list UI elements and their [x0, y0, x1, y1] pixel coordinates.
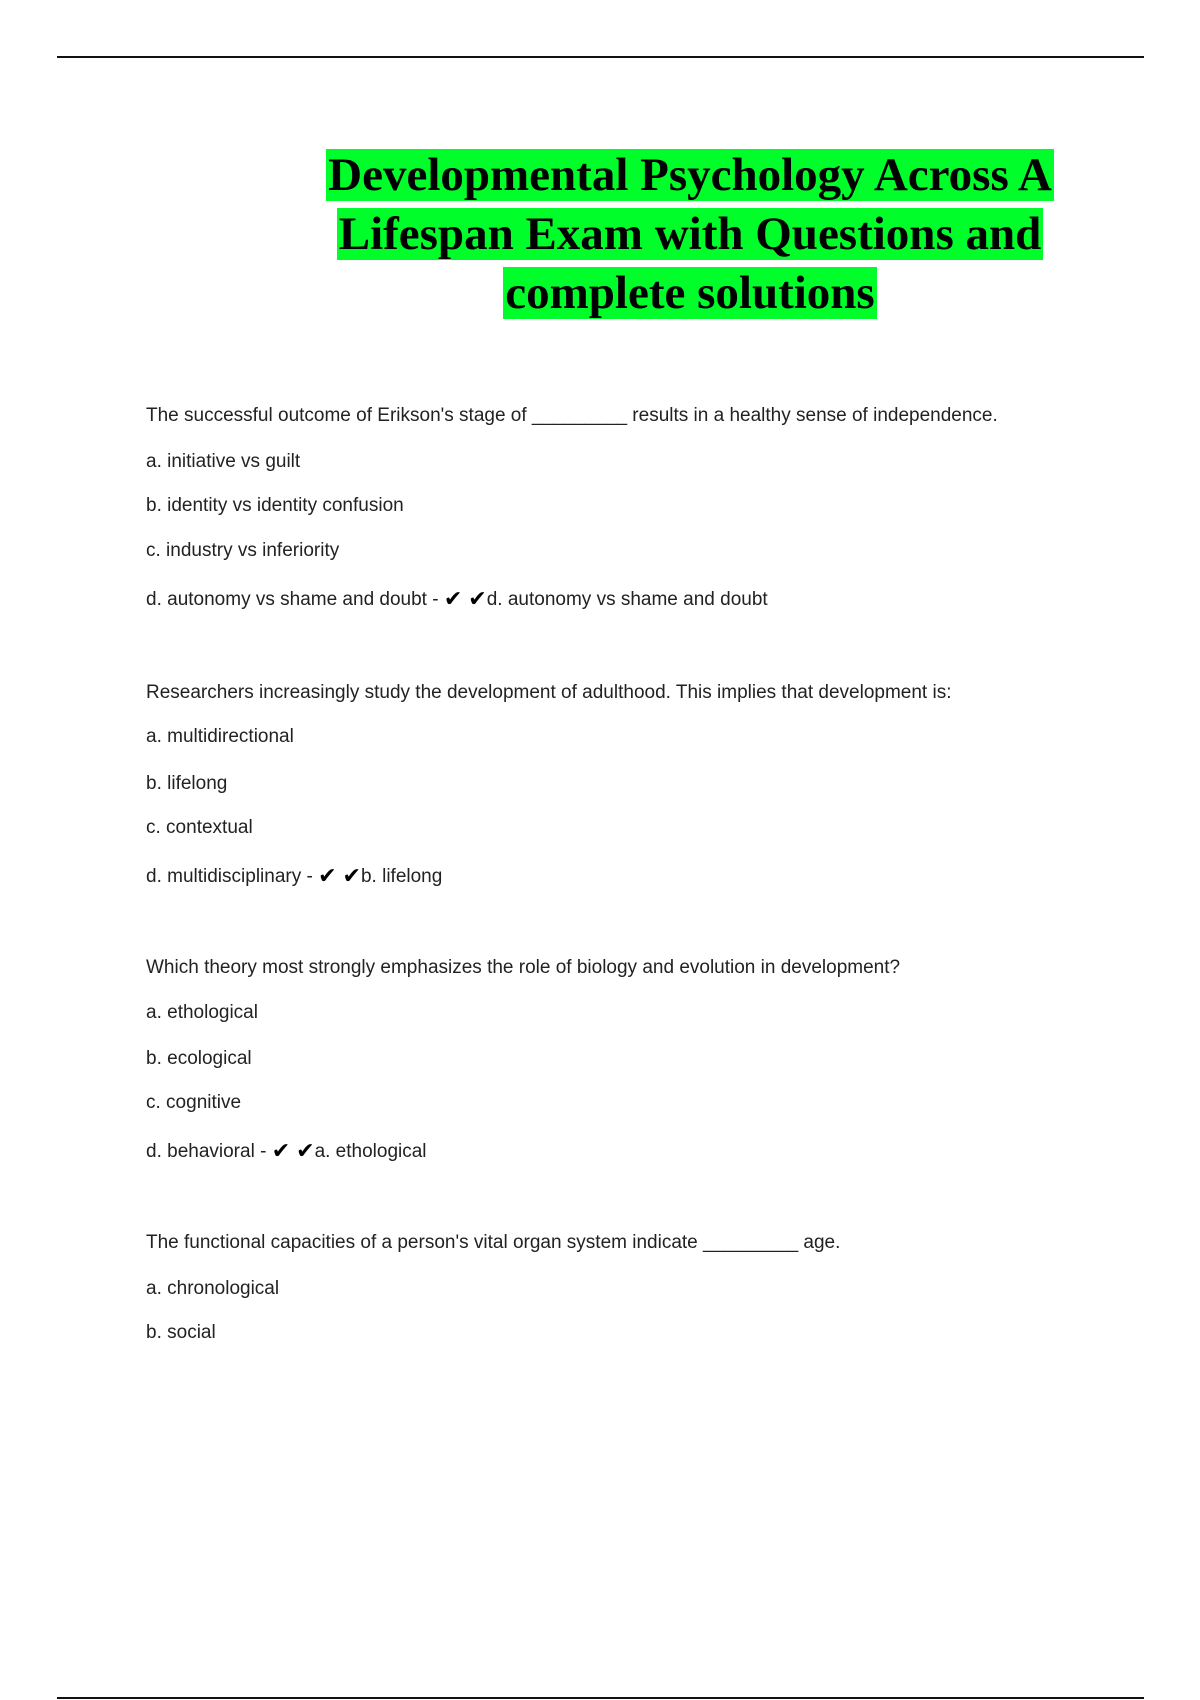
option-a: a. initiative vs guilt	[146, 451, 301, 472]
check-icon: ✔	[443, 586, 463, 611]
top-rule	[57, 56, 1144, 58]
option-d: d. autonomy vs shame and doubt -	[146, 589, 444, 610]
answer-text: a. ethological	[314, 1141, 427, 1162]
check-icon: ✔	[296, 1138, 315, 1163]
question-stem: Which theory most strongly emphasizes the role of biology and evolution in development?	[146, 957, 901, 978]
check-icon: ✔	[318, 863, 337, 888]
option-d-with-answer	[146, 587, 768, 612]
check-icon: ✔	[271, 1138, 291, 1163]
check-icon: ✔	[342, 863, 361, 888]
option-d: d. multidisciplinary -	[146, 866, 319, 887]
option-a: a. ethological	[146, 1002, 258, 1023]
question-stem: The functional capacities of a person's vital organ system indicate _________ age.	[146, 1232, 841, 1253]
option-c: c. contextual	[146, 817, 253, 838]
title-line-3: complete solutions	[505, 267, 875, 319]
title-line-1: Developmental Psychology Across A	[328, 149, 1052, 201]
option-c: c. cognitive	[146, 1092, 242, 1113]
bottom-rule	[57, 1697, 1144, 1699]
title-line-2: Lifespan Exam with Questions and	[338, 208, 1042, 260]
option-a: a. multidirectional	[146, 726, 294, 747]
option-b: b. identity vs identity confusion	[146, 495, 404, 516]
option-c: c. industry vs inferiority	[146, 540, 340, 561]
option-b: b. ecological	[146, 1048, 252, 1069]
answer-text: d. autonomy vs shame and doubt	[486, 589, 768, 610]
option-d-with-answer	[146, 1139, 427, 1164]
document-title	[310, 146, 1070, 323]
question-stem: Researchers increasingly study the development of adulthood. This implies that development is:	[146, 682, 952, 703]
check-icon: ✔	[468, 586, 487, 611]
question-stem: The successful outcome of Erikson's stage of _________ results in a healthy sense of independence.	[146, 405, 998, 426]
option-d: d. behavioral -	[146, 1141, 272, 1162]
answer-text: b. lifelong	[360, 866, 443, 887]
option-d-with-answer	[146, 864, 442, 889]
option-b: b. social	[146, 1322, 216, 1343]
option-a: a. chronological	[146, 1278, 280, 1299]
option-b: b. lifelong	[146, 773, 228, 794]
